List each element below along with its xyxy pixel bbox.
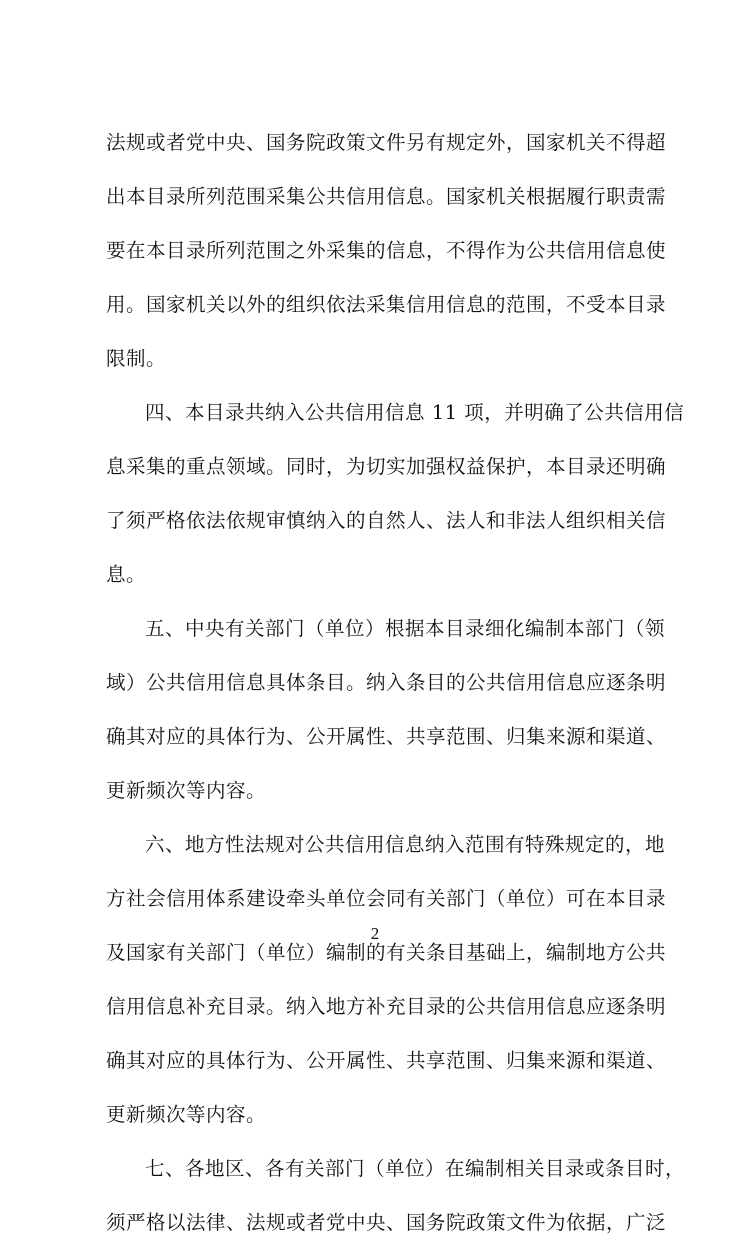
text-line: 息。 <box>106 563 147 586</box>
paragraph-5-first-line: 五、中央有关部门（单位）根据本目录细化编制本部门（领 <box>145 617 666 640</box>
text-line: 及国家有关部门（单位）编制的有关条目基础上，编制地方公共 <box>106 941 667 964</box>
document-body <box>106 116 686 1250</box>
text-line: 确其对应的具体行为、公开属性、共享范围、归集来源和渠道、 <box>106 725 667 748</box>
text-line: 了须严格依法依规审慎纳入的自然人、法人和非法人组织相关信 <box>106 509 667 532</box>
text-line: 息采集的重点领域。同时，为切实加强权益保护，本目录还明确 <box>106 455 667 478</box>
text-line: 更新频次等内容。 <box>106 779 267 802</box>
text-line: 限制。 <box>106 347 167 370</box>
paragraph-6-first-line: 六、地方性法规对公共信用信息纳入范围有特殊规定的，地 <box>145 833 666 856</box>
text-line: 信用信息补充目录。纳入地方补充目录的公共信用信息应逐条明 <box>106 995 667 1018</box>
page-number: 2 <box>370 924 380 943</box>
text-line: 出本目录所列范围采集公共信用信息。国家机关根据履行职责需 <box>106 185 667 208</box>
text-line: 更新频次等内容。 <box>106 1103 267 1126</box>
text-line: 域）公共信用信息具体条目。纳入条目的公共信用信息应逐条明 <box>106 671 667 694</box>
text-line: 用。国家机关以外的组织依法采集信用信息的范围，不受本目录 <box>106 293 667 316</box>
text-line: 方社会信用体系建设牵头单位会同有关部门（单位）可在本目录 <box>106 887 667 910</box>
paragraph-4-first-line: 四、本目录共纳入公共信用信息 11 项，并明确了公共信用信 <box>145 401 685 424</box>
text-line: 确其对应的具体行为、公开属性、共享范围、归集来源和渠道、 <box>106 1049 667 1072</box>
text-line: 要在本目录所列范围之外采集的信息，不得作为公共信用信息使 <box>106 239 667 262</box>
text-line: 须严格以法律、法规或者党中央、国务院政策文件为依据，广泛 <box>106 1211 667 1234</box>
paragraph-7-first-line: 七、各地区、各有关部门（单位）在编制相关目录或条目时， <box>145 1157 686 1180</box>
text-line: 法规或者党中央、国务院政策文件另有规定外，国家机关不得超 <box>106 131 667 154</box>
